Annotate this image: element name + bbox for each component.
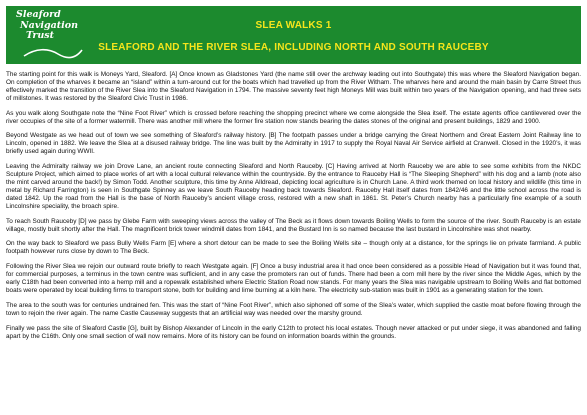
paragraph: The area to the south was for centuries undrained fen. This was the start of “Nine Foot River”, which also siphoned off some of the Slea’s water, which supplied the castle moat before flowing through the town to rejoin the river again. The name Castle Causeway suggests that an artificial way was needed over the marshy ground. — [6, 301, 581, 317]
paragraph: Finally we pass the site of Sleaford Castle [G], built by Bishop Alexander of Lincoln in the early C12th to protect his local estates. Though never attacked or put under siege, it was abandoned and falling apart by the C16th. Only one small section of wall now remains. More of its history can be found on information boards within the grounds. — [6, 324, 581, 340]
article-body — [6, 71, 581, 347]
logo-line-2: Navigation — [20, 19, 79, 31]
logo-line-1: Sleaford — [16, 9, 61, 20]
page-subtitle: SLEAFORD AND THE RIVER SLEA, INCLUDING NORTH AND SOUTH RAUCEBY — [98, 42, 489, 53]
paragraph: To reach South Rauceby [D] we pass by Glebe Farm with sweeping views across the valley of The Beck as it flows down towards Boiling Wells to form the source of the river. South Rauceby is an estate village, mostly built shortly after the Hall. The magnificent brick tower windmill dates from 1841, and the Bustard Inn is so named because the last bustard in Lincolnshire was shot nearby. — [6, 217, 581, 233]
paragraph: Following the River Slea we rejoin our outward route briefly to reach Westgate again. [F] Once a busy industrial area it had once been considered as a possible Head of Navigation but it was found that, for commercial purposes, a terminus in the town centre was sufficient, and in any case the promoters ran out of funds. There had been a corn mill here by the river since the Middle Ages, which by the early C18th had been converted into a hemp mill and a ropewalk established where Electric Station Road now stands. For many years the Slea was navigable upstream to Boiling Wells and flat bottomed boats were operated by local building firms to transport stone, both for building and lime burning at a kiln here. The electricity sub-station was built in 1901 as a generating station for the town. — [6, 263, 581, 294]
paragraph: The starting point for this walk is Moneys Yard, Sleaford. [A] Once known as Gladstones Yard (the name still over the archway leading out into Southgate) this was where the Sleaford Navigation began. On completion of the wharves it became an “island” within a turn-around cut for the boats which had travelled up from the River Witham. The wharves here and around the main basin by Carre Street thus effectively marked the transition of the River Slea into the Sleaford Navigation in 1794. The massive seventy feet high Moneys Mill was built within two years of the Navigation opening, and had three sets of millstones. It was restored by the Sleaford Civic Trust in 1986. — [6, 71, 581, 102]
paragraph: On the way back to Sleaford we pass Bully Wells Farm [E] where a short detour can be made to see the Boiling Wells site – though only at a distance, for the springs lie on private farmland. A public footpath however runs close by down to The Beck. — [6, 240, 581, 256]
page-title: SLEA WALKS 1 — [255, 20, 332, 31]
header-banner — [6, 6, 581, 64]
paragraph: Beyond Westgate as we head out of town we see something of Sleaford’s railway history. [B] The footpath passes under a bridge carrying the Great Northern and Great Eastern Joint Railway line to Lincoln, opened in 1882. We leave the Slea at a disused railway bridge. The line was built by the Admiralty in 1917 to supply the Royal Naval Air Service airfield at Cranwell. Closed in the 1920’s, it was briefly used again during WWII. — [6, 132, 581, 156]
logo-line-3: Trust — [26, 30, 55, 41]
paragraph: Leaving the Admiralty railway we join Drove Lane, an ancient route connecting Sleaford and North Rauceby. [C] Having arrived at North Rauceby we are able to see some exhibits from the NKDC Sculpture Project, which aimed to place works of art with a local cultural relevance within the countryside. By the entrance to Rauceby Hall is “The Sleeping Shepherd” with his dog and a lamb (note also the mint carved around the back!) by Simon Todd. Another sculpture, this time by Anne Alldread, depicting local agriculture is in Church Lane. A third work themed on local history and wildlife (this time in metal by Richard Farrington) is seen in Southgate Spinney as we leave South Rauceby heading back towards Sleaford. Rauceby Hall itself dates from 1842/46 and the little school across the road is dated 1842. Up the road from the Hall is the base of North Rauceby’s ancient village cross, restored with a new shaft in 1861. St. Peter’s Church nearby has a particularly fine example of a south Lincolnshire speciality, the broach spire. — [6, 163, 581, 210]
paragraph: As you walk along Southgate note the “Nine Foot River” which is crossed before reaching the shopping precinct where we come alongside the Slea itself. The estate agents office cantilevered over the river occupies of the site of a former watermill. There was another mill where the former fire station now stands bearing the dates stones of the original and present buildings, 1829 and 1900. — [6, 109, 581, 125]
